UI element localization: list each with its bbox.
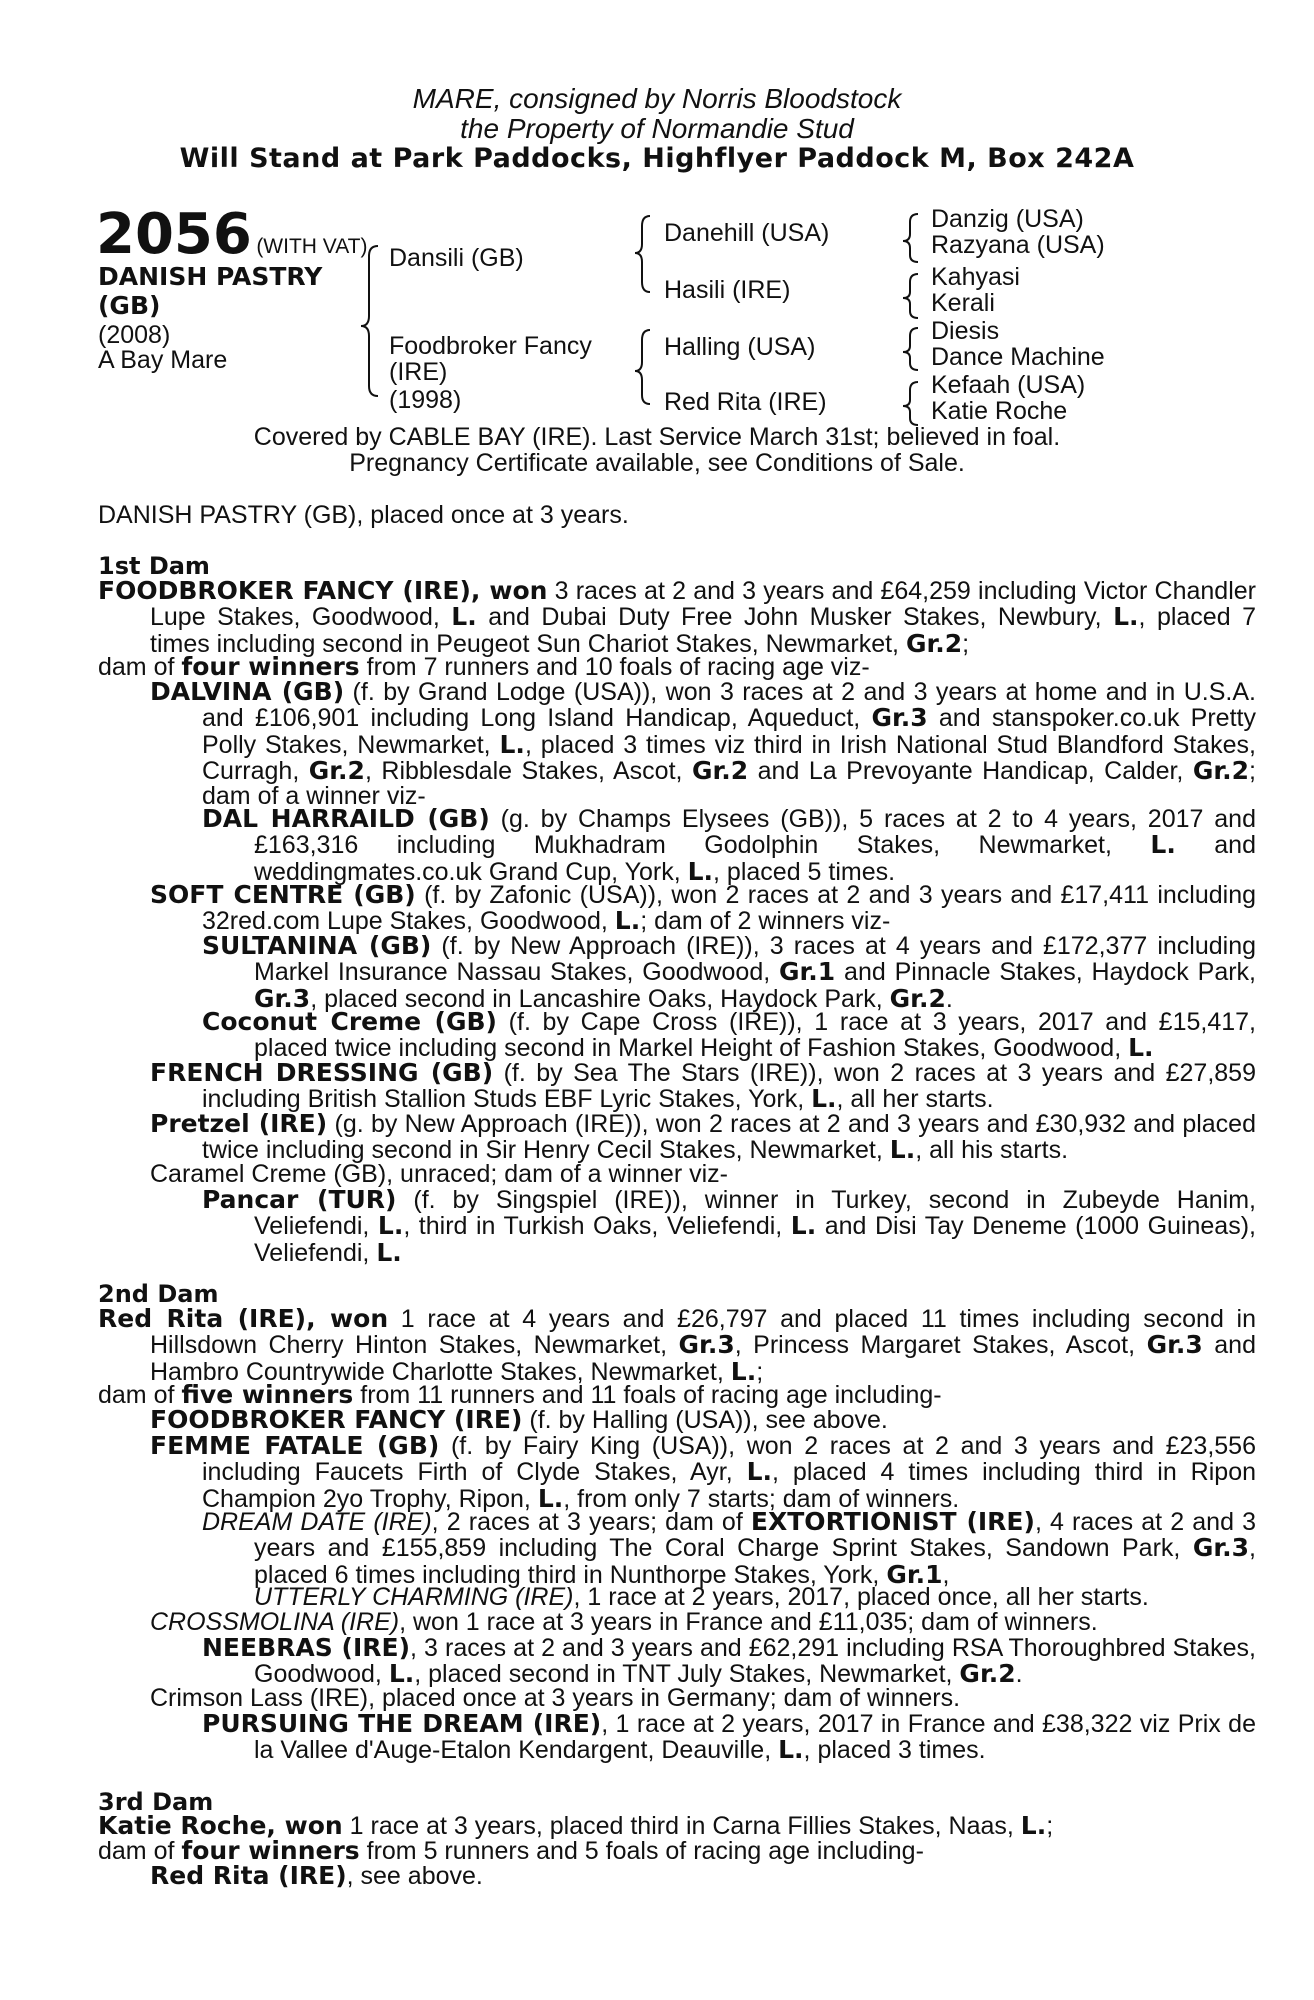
text-run: 3 races at 2 and 3 years and £64,259 including Victor Chandler Lupe Stakes, Goodwood, bbox=[150, 577, 1256, 632]
text-run: , placed 3 times. bbox=[803, 1736, 986, 1765]
text-run: , 2 races at 3 years; dam of bbox=[431, 1508, 751, 1536]
text-run: (f. by New Approach (IRE)), 3 races at 4 years and £172,377 including Markel Insurance Nassau Stakes, Goodwood, bbox=[254, 932, 1256, 987]
text-run: , won 1 race at 3 years in France and £11,035; dam of winners. bbox=[399, 1608, 1098, 1636]
text-run: , third in Turkish Oaks, Veliefendi, bbox=[403, 1212, 791, 1241]
text-run: (f. by Halling (USA)), see above. bbox=[522, 1406, 888, 1434]
section-second-dam: 2nd Dam bbox=[98, 1280, 219, 1308]
text-run: , 1 race at 2 years, 2017, placed once, all her starts. bbox=[573, 1583, 1149, 1611]
produce-pancar bbox=[202, 1187, 1256, 1266]
produce-pursuing-the-dream bbox=[202, 1711, 1256, 1764]
text-run: . bbox=[1015, 1660, 1023, 1689]
italic-text-run: CROSSMOLINA (IRE) bbox=[150, 1608, 400, 1636]
pedigree-bracket-sire bbox=[635, 216, 650, 292]
text-run: and Disi Tay Deneme (1000 Guineas), Veliefendi, bbox=[254, 1212, 1256, 1267]
bold-text-run: L. bbox=[499, 729, 525, 759]
bold-text-run: L. bbox=[614, 906, 641, 936]
text-run: and Pinnacle Stakes, Haydock Park, bbox=[835, 958, 1257, 987]
bold-text-run: L. bbox=[537, 1483, 564, 1513]
text-run: and Dubai Duty Free John Musker Stakes, Newbury, bbox=[476, 603, 1114, 632]
section-third-dam: 3rd Dam bbox=[98, 1788, 214, 1816]
horse-description: A Bay Mare bbox=[98, 346, 228, 374]
text-run: (g. by New Approach (IRE)), won 2 races at 2 and 3 years and £30,932 and placed twice including second in Sir Henry Cecil Stakes, Newmarket, bbox=[202, 1110, 1256, 1165]
produce-dal-harraild bbox=[202, 806, 1256, 885]
bold-text-run: L. bbox=[1113, 602, 1139, 632]
bold-text-run: Gr.2 bbox=[905, 628, 963, 658]
text-run: (f. by Singspiel (IRE)), winner in Turkey, second in Zubeyde Hanim, Veliefendi, bbox=[254, 1186, 1256, 1241]
text-run: , placed second in Lancashire Oaks, Haydock Park, bbox=[310, 984, 890, 1013]
bold-text-run: Gr.2 bbox=[691, 755, 749, 785]
produce-pretzel bbox=[150, 1111, 1256, 1164]
text-run: , 1 race at 2 years, 2017 in France and £38,322 viz Prix de la Vallee d'Auge-Etalon Kendargent, Deauville, bbox=[254, 1710, 1256, 1765]
bold-text-run: L. bbox=[1128, 1033, 1154, 1063]
bold-text-run: L. bbox=[746, 1457, 773, 1487]
produce-foodbroker-fancy bbox=[150, 1407, 1204, 1433]
produce-femme-fatale bbox=[150, 1433, 1256, 1512]
text-run: (f. by Fairy King (USA)), won 2 races at 2 and 3 years and £23,556 including Faucets Firth of Clyde Stakes, Ayr, bbox=[202, 1432, 1256, 1487]
pedigree-dam-line3: (1998) bbox=[389, 386, 462, 414]
text-run: , bbox=[942, 1560, 950, 1589]
vat-label: (WITH VAT) bbox=[256, 235, 368, 258]
text-run: (f. by Sea The Stars (IRE)), won 2 races at 3 years and £27,859 including British Stallion Studs EBF Lyric Stakes, York, bbox=[202, 1059, 1256, 1114]
text-run: ; bbox=[962, 629, 970, 658]
text-run: (g. by Champs Elysees (GB)), 5 races at 2 to 4 years, 2017 and £163,316 including Mukhadram Godolphin Stakes, Newmarket, bbox=[254, 805, 1256, 860]
text-run: ; dam of 2 winners viz- bbox=[640, 907, 891, 936]
horse-origin: (GB) bbox=[98, 291, 161, 320]
bold-text-run: Gr.2 bbox=[889, 983, 946, 1013]
bold-text-run: FOODBROKER FANCY (IRE) bbox=[150, 1405, 523, 1434]
bold-text-run: L. bbox=[889, 1135, 916, 1165]
text-run: 1 race at 4 years and £26,797 and placed 11 times including second in Hillsdown Cherry Hinton Stakes, Newmarket, bbox=[150, 1305, 1257, 1360]
bold-text-run: L. bbox=[778, 1735, 804, 1765]
text-run: dam of bbox=[98, 1381, 182, 1409]
produce-french-dressing bbox=[150, 1060, 1256, 1113]
bold-text-run: L. bbox=[377, 1211, 404, 1241]
bold-text-run: Gr.3 bbox=[1192, 1533, 1250, 1563]
location-line: Will Stand at Park Paddocks, Highflyer Paddock M, Box 242A bbox=[179, 143, 1135, 174]
produce-dream-date bbox=[202, 1509, 1256, 1588]
first-dam-record bbox=[98, 578, 1256, 657]
bold-text-run: L. bbox=[388, 1659, 415, 1689]
text-run: and stanspoker.co.uk Pretty Polly Stakes, Newmarket, bbox=[202, 704, 1256, 759]
text-run: , placed 5 times. bbox=[713, 857, 896, 886]
bold-text-run: FRENCH DRESSING (GB) bbox=[150, 1058, 494, 1087]
produce-soft-centre bbox=[150, 882, 1256, 935]
text-run: from 7 runners and 10 foals of racing age viz- bbox=[359, 653, 870, 681]
pedigree-bracket-dam bbox=[635, 330, 650, 404]
text-run: and weddingmates.co.uk Grand Cup, York, bbox=[254, 831, 1256, 886]
bold-text-run: Gr.3 bbox=[678, 1330, 735, 1360]
text-run: 1 race at 3 years, placed third in Carna Fillies Stakes, Naas, bbox=[342, 1812, 1021, 1840]
text-run: (f. by Cape Cross (IRE)), 1 race at 3 years, 2017 and £15,417, placed twice including second in Markel Height of Fashion Stakes, Goodwood, bbox=[254, 1008, 1256, 1063]
bold-text-run: Gr.1 bbox=[886, 1559, 943, 1589]
pedigree-sds: Kahyasi bbox=[931, 263, 1020, 291]
bold-text-run: Pancar (TUR) bbox=[202, 1185, 397, 1214]
text-run: , all his starts. bbox=[915, 1136, 1069, 1165]
text-run: and La Prevoyante Handicap, Calder, bbox=[748, 756, 1193, 785]
bold-text-run: Katie Roche, won bbox=[98, 1811, 343, 1840]
produce-utterly-charming bbox=[254, 1585, 1204, 1610]
bold-text-run: Coconut Creme (GB) bbox=[202, 1007, 497, 1036]
bold-text-run: EXTORTIONIST (IRE) bbox=[750, 1507, 1035, 1536]
text-run: from 11 runners and 11 foals of racing age including- bbox=[353, 1381, 942, 1409]
bold-text-run: Red Rita (IRE) bbox=[150, 1861, 347, 1890]
bold-text-run: four winners bbox=[181, 1836, 360, 1865]
text-run: , placed 7 times including second in Peugeot Sun Chariot Stakes, Newmarket, bbox=[150, 603, 1256, 658]
pedigree-bracket-dd bbox=[903, 382, 918, 425]
bold-text-run: L. bbox=[376, 1237, 402, 1267]
bold-text-run: PURSUING THE DREAM (IRE) bbox=[202, 1709, 602, 1738]
bold-text-run: Gr.3 bbox=[254, 983, 311, 1013]
section-first-dam: 1st Dam bbox=[98, 552, 210, 580]
pedigree-dam-line2: (IRE) bbox=[389, 358, 448, 386]
pedigree-sdd: Kerali bbox=[931, 289, 995, 317]
text-run: , from only 7 starts; dam of winners. bbox=[563, 1484, 960, 1513]
bold-text-run: Gr.3 bbox=[1146, 1330, 1203, 1360]
bold-text-run: SOFT CENTRE (GB) bbox=[150, 880, 416, 909]
text-run: from 5 runners and 5 foals of racing age including- bbox=[359, 1837, 924, 1865]
produce-crossmolina bbox=[150, 1610, 1204, 1635]
pedigree-bracket-gen1 bbox=[361, 246, 378, 396]
text-run: , placed 6 times including third in Nunthorpe Stakes, York, bbox=[254, 1534, 1256, 1589]
bold-text-run: FEMME FATALE (GB) bbox=[150, 1431, 440, 1460]
text-run: , 4 races at 2 and 3 years and £155,859 including The Coral Charge Sprint Stakes, Sandown Park, bbox=[254, 1508, 1256, 1563]
text-run: , 3 races at 2 and 3 years and £62,291 including RSA Thoroughbred Stakes, Goodwood, bbox=[254, 1634, 1256, 1689]
pedigree-sire-dam: Hasili (IRE) bbox=[664, 276, 791, 304]
bold-text-run: four winners bbox=[181, 652, 360, 681]
text-run: . bbox=[945, 984, 953, 1013]
pedigree-brackets bbox=[0, 0, 1314, 440]
text-run: , placed 3 times viz third in Irish National Stud Blandford Stakes, Curragh, bbox=[202, 730, 1257, 785]
bold-text-run: L. bbox=[687, 856, 714, 886]
text-run: Caramel Creme (GB), unraced; dam of a winner viz- bbox=[150, 1160, 728, 1188]
certificate-line: Pregnancy Certificate available, see Conditions of Sale. bbox=[349, 449, 965, 477]
bold-text-run: Gr.1 bbox=[779, 957, 836, 987]
text-run: ; bbox=[1046, 1812, 1054, 1840]
text-run: , placed second in TNT July Stakes, Newmarket, bbox=[414, 1660, 960, 1689]
produce-coconut-creme bbox=[202, 1009, 1256, 1062]
covered-line: Covered by CABLE BAY (IRE). Last Service March 31st; believed in foal. bbox=[253, 423, 1061, 451]
text-run: dam of bbox=[98, 1837, 182, 1865]
produce-sultanina bbox=[202, 933, 1256, 1012]
pedigree-bracket-ss bbox=[903, 214, 918, 262]
italic-text-run: UTTERLY CHARMING (IRE) bbox=[254, 1583, 574, 1611]
bold-text-run: Gr.2 bbox=[959, 1659, 1016, 1689]
bold-text-run: Gr.3 bbox=[871, 703, 928, 733]
pedigree-sss: Danzig (USA) bbox=[931, 205, 1084, 233]
bold-text-run: DALVINA (GB) bbox=[150, 677, 345, 706]
bold-text-run: DAL HARRAILD (GB) bbox=[202, 804, 490, 833]
bold-text-run: NEEBRAS (IRE) bbox=[202, 1633, 411, 1662]
pedigree-sire-sire: Danehill (USA) bbox=[664, 219, 830, 247]
text-run: , Princess Margaret Stakes, Ascot, bbox=[734, 1331, 1147, 1360]
bold-text-run: SULTANINA (GB) bbox=[202, 931, 432, 960]
text-run: , Ribblesdale Stakes, Ascot, bbox=[364, 756, 692, 785]
produce-neebras bbox=[202, 1635, 1256, 1688]
bold-text-run: Gr.2 bbox=[1192, 755, 1250, 785]
horse-name: DANISH PASTRY bbox=[98, 262, 323, 291]
text-run: ; dam of a winner viz- bbox=[202, 756, 1256, 811]
text-run: , placed 4 times including third in Ripon Champion 2yo Trophy, Ripon, bbox=[202, 1458, 1257, 1513]
produce-crimson-lass bbox=[150, 1686, 1204, 1711]
pedigree-dam-line1: Foodbroker Fancy bbox=[389, 332, 592, 360]
text-run: , see above. bbox=[346, 1862, 483, 1890]
text-run: and Hambro Countrywide Charlotte Stakes, Newmarket, bbox=[150, 1331, 1256, 1386]
bold-text-run: L. bbox=[811, 1084, 837, 1114]
pedigree-bracket-ds bbox=[903, 328, 918, 370]
second-dam-record bbox=[98, 1306, 1256, 1385]
pedigree-sire: Dansili (GB) bbox=[389, 244, 524, 272]
bold-text-run: L. bbox=[1020, 1811, 1047, 1840]
pedigree-dds: Kefaah (USA) bbox=[931, 371, 1086, 399]
text-run: , all her starts. bbox=[836, 1085, 994, 1114]
text-run: (f. by Grand Lodge (USA)), won 3 races at 2 and 3 years at home and in U.S.A. and £106,901 including Long Island Handicap, Aqueduct, bbox=[202, 678, 1256, 733]
bold-text-run: L. bbox=[730, 1356, 757, 1386]
text-run: (f. by Zafonic (USA)), won 2 races at 2 and 3 years and £17,411 including 32red.com Lupe Stakes, Goodwood, bbox=[202, 881, 1257, 936]
bold-text-run: Red Rita (IRE), won bbox=[98, 1304, 389, 1333]
produce-caramel-creme bbox=[150, 1162, 1204, 1187]
bold-text-run: L. bbox=[1150, 830, 1176, 860]
pedigree-ddd: Katie Roche bbox=[931, 397, 1068, 425]
italic-text-run: DREAM DATE (IRE) bbox=[202, 1508, 432, 1536]
produce-red-rita bbox=[150, 1863, 1204, 1889]
lot-number: 2056 bbox=[96, 202, 252, 267]
property-line: the Property of Normandie Stud bbox=[460, 113, 854, 144]
bold-text-run: Gr.2 bbox=[308, 755, 365, 785]
bold-text-run: Pretzel (IRE) bbox=[150, 1109, 328, 1138]
pedigree-ssd: Razyana (USA) bbox=[931, 231, 1105, 259]
produce-dalvina bbox=[150, 679, 1256, 809]
pedigree-dam-dam: Red Rita (IRE) bbox=[664, 388, 827, 416]
pedigree-dsd: Dance Machine bbox=[931, 343, 1105, 371]
consignor-line: MARE, consigned by Norris Bloodstock bbox=[412, 83, 902, 114]
text-run: Crimson Lass (IRE), placed once at 3 years in Germany; dam of winners. bbox=[150, 1684, 961, 1712]
bold-text-run: five winners bbox=[181, 1380, 354, 1409]
pedigree-dss: Diesis bbox=[931, 317, 1000, 345]
bold-text-run: L. bbox=[790, 1211, 817, 1241]
bold-text-run: L. bbox=[451, 602, 477, 632]
horse-year: (2008) bbox=[98, 321, 171, 349]
summary-line: DANISH PASTRY (GB), placed once at 3 years. bbox=[98, 501, 629, 529]
pedigree-bracket-sd bbox=[903, 274, 918, 318]
text-run: dam of bbox=[98, 653, 182, 681]
pedigree-dam-sire: Halling (USA) bbox=[664, 333, 816, 361]
text-run: ; bbox=[756, 1357, 764, 1386]
bold-text-run: FOODBROKER FANCY (IRE), won bbox=[98, 576, 548, 605]
